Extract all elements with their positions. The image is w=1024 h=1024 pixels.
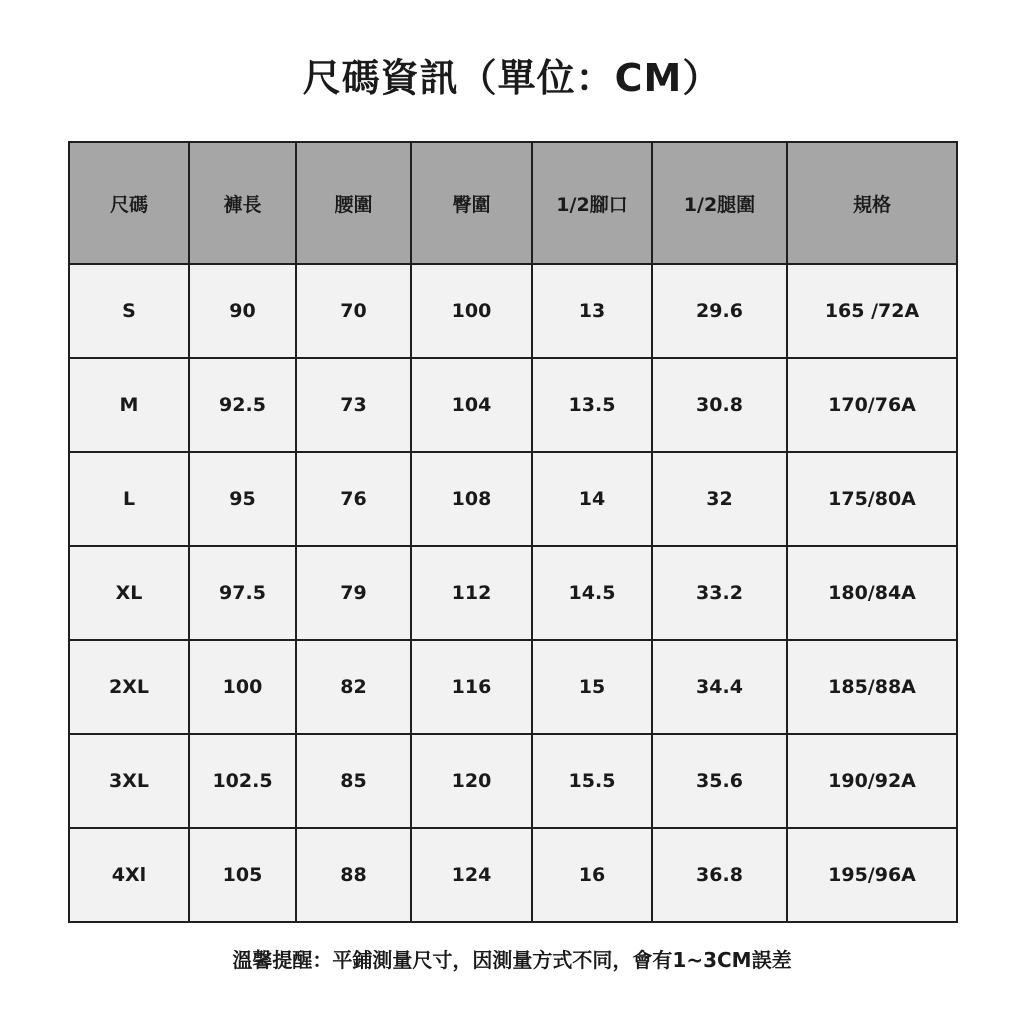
cell-pants-length: 95 [189,452,296,546]
cell-hip: 112 [411,546,532,640]
cell-half-thigh: 29.6 [652,264,787,358]
cell-pants-length: 97.5 [189,546,296,640]
cell-hip: 108 [411,452,532,546]
header-spec: 規格 [787,142,957,264]
cell-spec: 175/80A [787,452,957,546]
cell-pants-length: 92.5 [189,358,296,452]
table-row [69,828,957,922]
cell-pants-length: 105 [189,828,296,922]
cell-size: 3XL [69,734,189,828]
cell-size: 4Xl [69,828,189,922]
cell-waist: 76 [296,452,411,546]
table-header [69,142,957,264]
cell-waist: 70 [296,264,411,358]
cell-half-thigh: 32 [652,452,787,546]
cell-pants-length: 100 [189,640,296,734]
table-row [69,358,957,452]
cell-size: M [69,358,189,452]
cell-spec: 165 /72A [787,264,957,358]
cell-half-thigh: 34.4 [652,640,787,734]
cell-waist: 73 [296,358,411,452]
cell-hip: 124 [411,828,532,922]
cell-half-thigh: 35.6 [652,734,787,828]
cell-hip: 116 [411,640,532,734]
cell-half-leg-opening: 14 [532,452,652,546]
cell-hip: 120 [411,734,532,828]
header-row [69,142,957,264]
cell-half-leg-opening: 13.5 [532,358,652,452]
cell-spec: 185/88A [787,640,957,734]
cell-waist: 88 [296,828,411,922]
cell-pants-length: 90 [189,264,296,358]
cell-half-leg-opening: 16 [532,828,652,922]
table-row [69,640,957,734]
cell-spec: 195/96A [787,828,957,922]
cell-hip: 100 [411,264,532,358]
header-size: 尺碼 [69,142,189,264]
header-waist: 腰圍 [296,142,411,264]
cell-half-leg-opening: 15 [532,640,652,734]
measurement-note: 溫馨提醒：平鋪測量尺寸，因測量方式不同，會有1~3CM誤差 [232,948,792,972]
header-half-thigh: 1/2腿圍 [652,142,787,264]
cell-half-leg-opening: 14.5 [532,546,652,640]
cell-size: S [69,264,189,358]
cell-pants-length: 102.5 [189,734,296,828]
cell-half-thigh: 36.8 [652,828,787,922]
header-pants-length: 褲長 [189,142,296,264]
cell-spec: 190/92A [787,734,957,828]
cell-spec: 180/84A [787,546,957,640]
cell-size: L [69,452,189,546]
table-body [69,264,957,922]
table-row [69,452,957,546]
cell-size: 2XL [69,640,189,734]
cell-half-thigh: 33.2 [652,546,787,640]
cell-spec: 170/76A [787,358,957,452]
cell-half-leg-opening: 13 [532,264,652,358]
cell-waist: 85 [296,734,411,828]
table-row [69,264,957,358]
header-half-leg-opening: 1/2腳口 [532,142,652,264]
header-hip: 臀圍 [411,142,532,264]
size-chart-table [68,141,958,923]
page-title: 尺碼資訊（單位：CM） [302,56,722,100]
cell-half-leg-opening: 15.5 [532,734,652,828]
table-row [69,734,957,828]
cell-hip: 104 [411,358,532,452]
cell-waist: 79 [296,546,411,640]
cell-size: XL [69,546,189,640]
cell-waist: 82 [296,640,411,734]
table-row [69,546,957,640]
cell-half-thigh: 30.8 [652,358,787,452]
